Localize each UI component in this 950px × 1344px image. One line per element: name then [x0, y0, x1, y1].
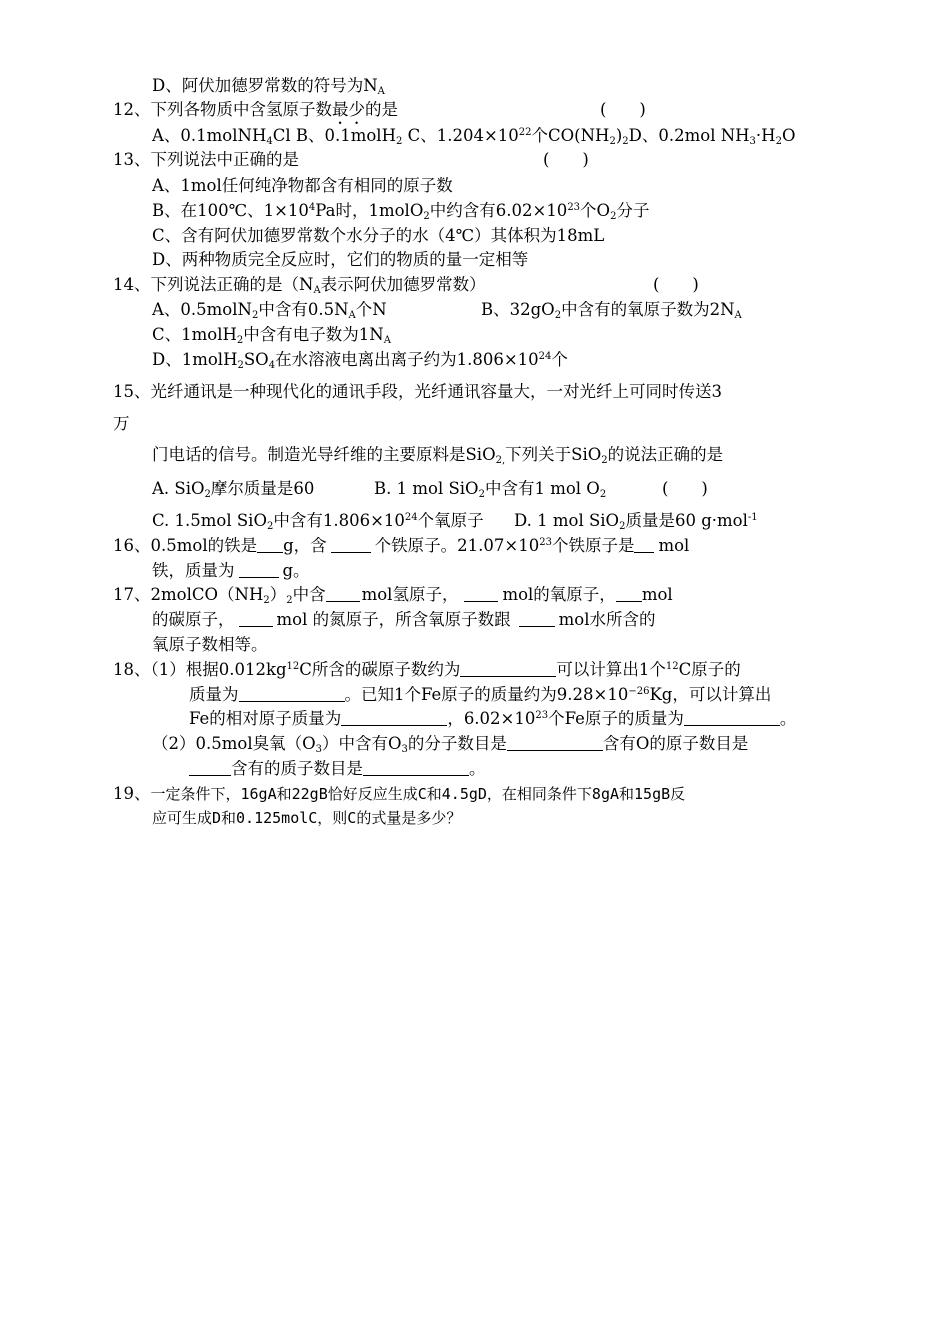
text-fragment: 中含有的氧原子数为2N — [561, 300, 735, 319]
text-fragment: 3 — [401, 744, 408, 755]
text-fragment: 中含有1 mol O — [484, 479, 600, 498]
answer-blank[interactable] — [189, 759, 231, 776]
text-fragment: （2）0.5mol臭氧（O — [152, 734, 316, 753]
text-fragment: 2 — [423, 211, 430, 222]
answer-blank[interactable] — [363, 759, 469, 776]
answer-blank[interactable] — [464, 585, 498, 602]
text-fragment: 中含有1.806×10 — [273, 511, 405, 530]
answer-blank[interactable] — [239, 685, 345, 702]
q14-stem — [113, 274, 486, 296]
text-fragment: 摩尔质量是60 — [210, 479, 315, 498]
q16-stem — [113, 535, 689, 557]
text-fragment: C、1.204×10 — [402, 126, 519, 145]
text-fragment: 12、 — [113, 100, 151, 119]
q18-part1 — [113, 659, 741, 681]
text-fragment: 2 — [619, 521, 626, 532]
q16-stem-cont — [152, 560, 310, 582]
text-fragment: B. 1 mol SiO — [374, 479, 479, 498]
text-fragment: 一定条件下，16gA和22gB恰好反应生成C和4.5gD，在相同条件下8gA和15gB反 — [150, 785, 686, 803]
text-fragment: D. 1 mol SiO — [514, 511, 620, 530]
answer-blank[interactable] — [519, 610, 555, 627]
q12-stem — [113, 99, 398, 128]
text-fragment: -1 — [747, 512, 758, 523]
q18-part2-cont — [189, 758, 486, 780]
text-fragment: mol氢原子， — [361, 585, 459, 604]
text-fragment: 含有O的原子数目是 — [602, 734, 749, 753]
text-fragment: 质量是60 g·mol — [625, 511, 748, 530]
text-fragment: SO — [243, 350, 269, 369]
text-fragment: A、0.5molN — [152, 300, 252, 319]
text-fragment: 2 — [236, 335, 244, 346]
text-fragment: （1）根据0.012kg — [150, 660, 287, 679]
text-fragment: g。 — [282, 561, 310, 580]
text-fragment: 。已知1个Fe原子的质量约为9.28×10 — [344, 685, 629, 704]
answer-blank[interactable] — [331, 536, 371, 553]
text-fragment: 4 — [268, 360, 276, 371]
answer-blank[interactable] — [460, 660, 556, 677]
text-fragment: 2 — [609, 136, 616, 147]
text-fragment: 个铁原子。21.07×10 — [374, 536, 540, 555]
text-fragment: A. SiO — [152, 479, 205, 498]
text-fragment: 下列说法中正确的是 — [150, 150, 299, 169]
text-fragment: 4 — [308, 202, 316, 213]
text-fragment: D、阿伏加德罗常数的符号为N — [152, 76, 378, 95]
text-fragment: mol水所含的 — [558, 610, 656, 629]
q11-option-d — [152, 75, 385, 97]
q18-part1-cont — [189, 684, 771, 706]
text-fragment: Kg，可以计算出 — [649, 685, 772, 704]
q14-option-a — [152, 299, 387, 321]
text-fragment: 个CO(NH — [531, 126, 610, 145]
q15-stem-cont — [152, 444, 723, 466]
text-fragment: 门电话的信号。制造光导纤维的主要原料是SiO — [152, 445, 496, 464]
text-fragment: B、32gO — [481, 300, 555, 319]
text-fragment: C. 1.5mol SiO — [152, 511, 267, 530]
text-fragment: D、0.2mol NH — [628, 126, 750, 145]
q15-option-c — [152, 510, 484, 532]
text-fragment: A — [313, 285, 321, 296]
q15-stem-wrap: 万 — [113, 414, 130, 433]
text-fragment: 23 — [539, 537, 552, 548]
text-fragment: 2, — [495, 455, 506, 466]
text-fragment: 12 — [665, 661, 679, 672]
text-fragment: 22 — [518, 127, 532, 138]
text-fragment: 2 — [554, 310, 562, 321]
q17-stem-end: 氧原子数相等。 — [152, 635, 268, 654]
text-fragment: ）中含有O — [322, 734, 402, 753]
text-fragment: 23 — [567, 202, 581, 213]
text-fragment: 24 — [538, 351, 552, 362]
text-fragment: −26 — [628, 686, 650, 697]
text-fragment: 12 — [286, 661, 300, 672]
text-fragment: 2 — [395, 136, 403, 147]
q15-option-b — [374, 478, 606, 500]
text-fragment: B、在100℃、1×10 — [152, 201, 309, 220]
text-fragment: 2 — [622, 136, 629, 147]
q12-options — [152, 125, 795, 147]
text-fragment: C原子的 — [678, 660, 741, 679]
q15-option-d — [514, 510, 758, 532]
text-fragment: 中约含有6.02×10 — [429, 201, 568, 220]
q19-stem — [113, 783, 685, 805]
text-fragment: Pa时，1molO — [315, 201, 424, 220]
text-fragment: 2 — [610, 211, 617, 222]
q17-stem-cont — [152, 609, 655, 631]
text-fragment: 4 — [266, 136, 273, 147]
text-fragment: 个氧原子 — [417, 511, 484, 530]
text-fragment: mol 的氮原子，所含氧原子数跟 — [276, 610, 511, 629]
text-fragment: 2 — [263, 595, 270, 606]
text-fragment: A — [348, 310, 356, 321]
text-fragment: 个Fe原子的质量为 — [548, 709, 684, 728]
q13-option-d: D、两种物质完全反应时，它们的物质的量一定相等 — [152, 250, 529, 269]
text-fragment: 在水溶液电离出离子约为1.806×10 — [275, 350, 539, 369]
text-fragment: A — [383, 335, 391, 346]
text-fragment: 13、 — [113, 150, 151, 169]
q14-option-b — [481, 299, 742, 321]
text-fragment: 16、 — [113, 536, 151, 555]
text-fragment: 的分子数目是 — [407, 734, 507, 753]
q15-option-a — [152, 478, 314, 500]
answer-blank[interactable] — [326, 585, 360, 602]
text-fragment: 中含有电子数为1N — [243, 325, 384, 344]
text-fragment: 19、 — [113, 784, 151, 803]
text-fragment: 光纤通讯是一种现代化的通讯手段，光纤通讯容量大，一对光纤上可同时传送3 — [150, 382, 722, 401]
text-fragment: 。 — [469, 759, 486, 778]
text-fragment: 个铁原子是 — [551, 536, 635, 555]
text-fragment: 中含 — [292, 585, 326, 604]
text-fragment: 2 — [266, 521, 274, 532]
answer-blank[interactable] — [341, 709, 447, 726]
text-fragment: A、0.1molNH — [152, 126, 267, 145]
answer-blank[interactable] — [507, 734, 603, 751]
text-fragment: Cl B、0.1molH — [272, 126, 396, 145]
text-fragment: 2 — [478, 489, 485, 500]
answer-blank[interactable] — [684, 709, 780, 726]
q13-option-a: A、1mol任何纯净物都含有相同的原子数 — [152, 176, 453, 195]
q13-option-b — [152, 200, 649, 222]
q18-part1-end — [189, 708, 796, 730]
text-fragment: 表示阿伏加德罗常数） — [320, 275, 486, 294]
text-fragment: ·H — [755, 126, 776, 145]
text-fragment: mol的氧原子， — [502, 585, 616, 604]
text-fragment: D、1molH — [152, 350, 238, 369]
text-fragment: 个O — [580, 201, 611, 220]
q18-part2 — [152, 733, 748, 755]
text-fragment: 2 — [601, 455, 608, 466]
text-fragment: 。 — [779, 709, 797, 728]
text-fragment: 2molCO（NH — [150, 585, 264, 604]
text-fragment: 中含有0.5N — [258, 300, 349, 319]
text-fragment: O — [781, 126, 796, 145]
text-fragment: 15、 — [113, 382, 151, 401]
q13-answer-paren: ( ) — [543, 150, 589, 169]
q13-stem — [113, 149, 299, 171]
q14-answer-paren: ( ) — [653, 275, 699, 294]
text-fragment: 23 — [535, 710, 549, 721]
text-fragment: mol — [641, 585, 673, 604]
text-fragment: 0.5mol的铁是 — [150, 536, 258, 555]
text-fragment: 2 — [775, 136, 782, 147]
text-fragment: 2 — [251, 310, 259, 321]
answer-blank[interactable] — [634, 536, 654, 553]
text-fragment: 下列各物质中含氢原子数 — [150, 100, 332, 119]
text-fragment: 3 — [315, 744, 322, 755]
text-fragment: 分子 — [616, 201, 650, 220]
text-fragment: C、1molH — [152, 325, 237, 344]
text-fragment: 的碳原子， — [152, 610, 235, 629]
text-fragment: 2 — [599, 489, 607, 500]
text-fragment: 下列说法正确的是（N — [150, 275, 314, 294]
text-fragment: 可以计算出1个 — [556, 660, 666, 679]
text-fragment: 个N — [355, 300, 387, 319]
emphasis-text: 最少 — [332, 100, 365, 119]
text-fragment: g，含 — [283, 536, 327, 555]
q15-answer-paren: ( ) — [662, 479, 708, 498]
q14-option-d — [152, 349, 568, 371]
text-fragment: A — [377, 86, 385, 97]
text-fragment: 3 — [749, 136, 756, 147]
text-fragment: 18、 — [113, 660, 151, 679]
q14-option-c — [152, 324, 391, 346]
answer-blank[interactable] — [257, 536, 283, 553]
text-fragment: mol — [658, 536, 690, 555]
text-fragment: 24 — [404, 512, 418, 523]
text-fragment: ，6.02×10 — [447, 709, 536, 728]
answer-blank[interactable] — [616, 585, 642, 602]
text-fragment: 2 — [286, 595, 293, 606]
text-fragment: 质量为 — [189, 685, 239, 704]
text-fragment: 17、 — [113, 585, 151, 604]
text-fragment: 2 — [237, 360, 244, 371]
q17-stem — [113, 584, 673, 606]
text-fragment: A — [734, 310, 742, 321]
text-fragment: ) — [615, 126, 623, 145]
text-fragment: 14、 — [113, 275, 151, 294]
answer-blank[interactable] — [239, 561, 279, 578]
text-fragment: Fe的相对原子质量为 — [189, 709, 342, 728]
text-fragment: 铁，质量为 — [152, 561, 235, 580]
text-fragment: ） — [269, 585, 287, 604]
text-fragment: 的是 — [365, 100, 398, 119]
text-fragment: C所含的碳原子数约为 — [299, 660, 461, 679]
q13-option-c: C、含有阿伏加德罗常数个水分子的水（4℃）其体积为18mL — [152, 226, 605, 245]
text-fragment: 的说法正确的是 — [607, 445, 724, 464]
q15-stem — [113, 381, 838, 403]
answer-blank[interactable] — [239, 610, 273, 627]
text-fragment: 个 — [551, 350, 568, 369]
text-fragment: 含有的质子数目是 — [231, 759, 363, 778]
text-fragment: 下列关于SiO — [505, 445, 602, 464]
q19-stem-cont: 应可生成D和0.125molC，则C的式量是多少？ — [152, 809, 462, 827]
q12-answer-paren: ( ) — [600, 100, 646, 119]
text-fragment: 2 — [204, 489, 211, 500]
